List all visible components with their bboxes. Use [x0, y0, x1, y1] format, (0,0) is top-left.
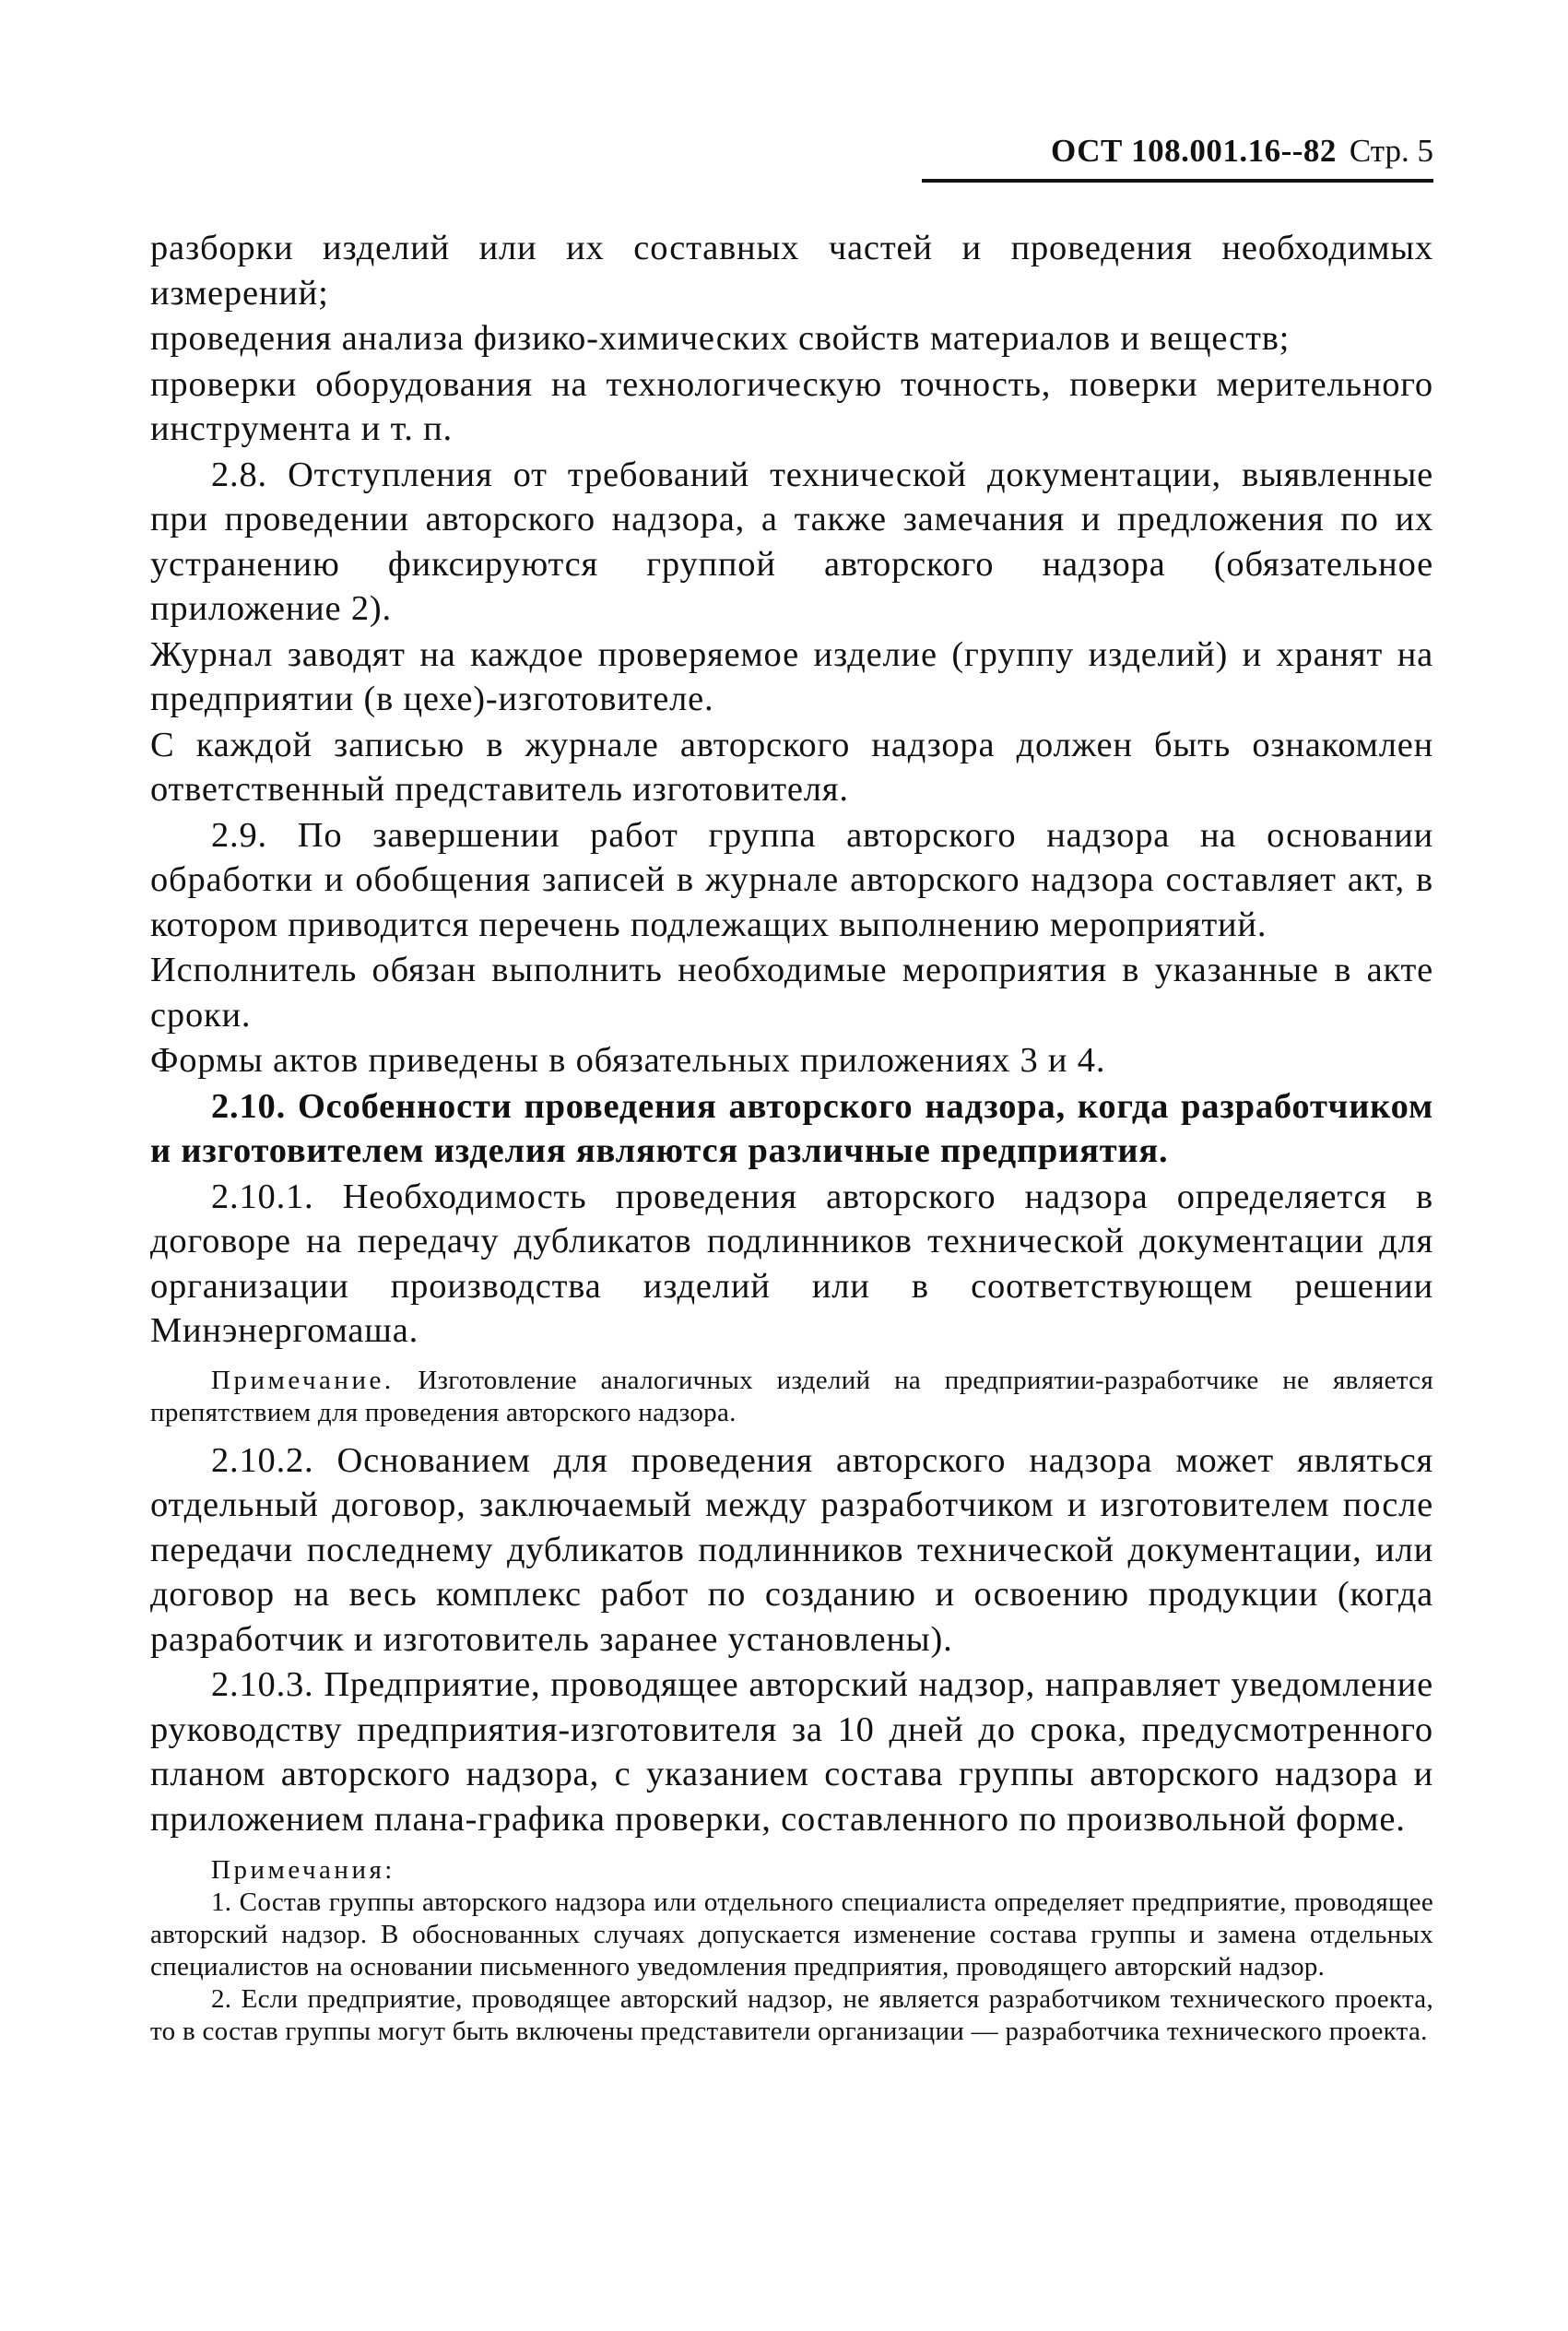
- paragraph-2-9: 2.9. По завершении работ группа авторского надзора на основании обработки и обобщения записей в журнале авторского надзора составляет акт, в котором приводится перечень подлежащих выполнению мероприятий.: [150, 815, 1433, 944]
- paragraph: Формы актов приведены в обязательных приложениях 3 и 4.: [150, 1041, 1106, 1080]
- body-text: [150, 226, 1433, 2048]
- paragraph: Исполнитель обязан выполнить необходимые мероприятия в указанные в акте сроки.: [150, 951, 1433, 1035]
- section-heading-2-10: 2.10. Особенности проведения авторского надзора, когда разработчиком и изготовителем изделия являются различные предприятия.: [150, 1086, 1433, 1170]
- paragraph: С каждой записью в журнале авторского надзора должен быть ознакомлен ответственный представитель изготовителя.: [150, 725, 1433, 809]
- paragraph-2-10-2: 2.10.2. Основанием для проведения авторского надзора может являться отдельный договор, заключаемый между разработчиком и изготовителем после передачи последнему дубликатов подлинников технической документации, или договор на весь комплекс работ по созданию и освоению продукции (когда разработчик и изготовитель заранее установлены).: [150, 1440, 1433, 1659]
- note-item: 2. Если предприятие, проводящее авторский надзор, не является разработчиком технического проекта, то в состав группы могут быть включены представители организации — разработчика технического проекта.: [150, 1984, 1433, 2046]
- paragraph: проведения анализа физико-химических свойств материалов и веществ;: [150, 319, 1291, 358]
- paragraph: проверки оборудования на технологическую точность, поверки мерительного инструмента и т. п.: [150, 364, 1433, 448]
- note-text: Изготовление аналогичных изделий на предприятии-разработчике не является препятствием для проведения авторского надзора.: [150, 1365, 1433, 1427]
- paragraph: разборки изделий или их составных частей и проведения необходимых измерений;: [150, 229, 1433, 313]
- notes-label: Примечания:: [211, 1855, 395, 1885]
- paragraph: Журнал заводят на каждое проверяемое изделие (группу изделий) и хранят на предприятии (в цехе)-изготовителе.: [150, 634, 1433, 718]
- paragraph-2-8: 2.8. Отступления от требований технической документации, выявленные при проведении авторского надзора, а также замечания и предложения по их устранению фиксируются группой авторского надзора (обязательное приложение 2).: [150, 455, 1433, 628]
- page-header: [922, 129, 1433, 183]
- note-item: 1. Состав группы авторского надзора или отдельного специалиста определяет предприятие, проводящее авторский надзор. В обоснованных случаях допускается изменение состава группы и замена отдельных специалистов на основании письменного уведомления предприятия, проводящего авторский надзор.: [150, 1887, 1433, 1982]
- note-paragraph: [150, 1365, 1433, 1429]
- notes-heading: [150, 1854, 1433, 1887]
- paragraph-2-10-3: 2.10.3. Предприятие, проводящее авторский надзор, направляет уведомление руководству предприятия-изготовителя за 10 дней до срока, предусмотренного планом авторского надзора, с указанием состава группы авторского надзора и приложением плана-графика проверки, составленного по произвольной форме.: [150, 1665, 1433, 1839]
- paragraph-2-10-1: 2.10.1. Необходимость проведения авторского надзора определяется в договоре на передачу дубликатов подлинников технической документации для организации производства изделий или в соответствующем решении Минэнергомаша.: [150, 1177, 1433, 1350]
- note-label: Примечание.: [211, 1365, 395, 1395]
- page-number: Стр. 5: [1349, 133, 1433, 169]
- standard-code: ОСТ 108.001.16--82: [1051, 133, 1337, 169]
- notes-block: [150, 1854, 1433, 2048]
